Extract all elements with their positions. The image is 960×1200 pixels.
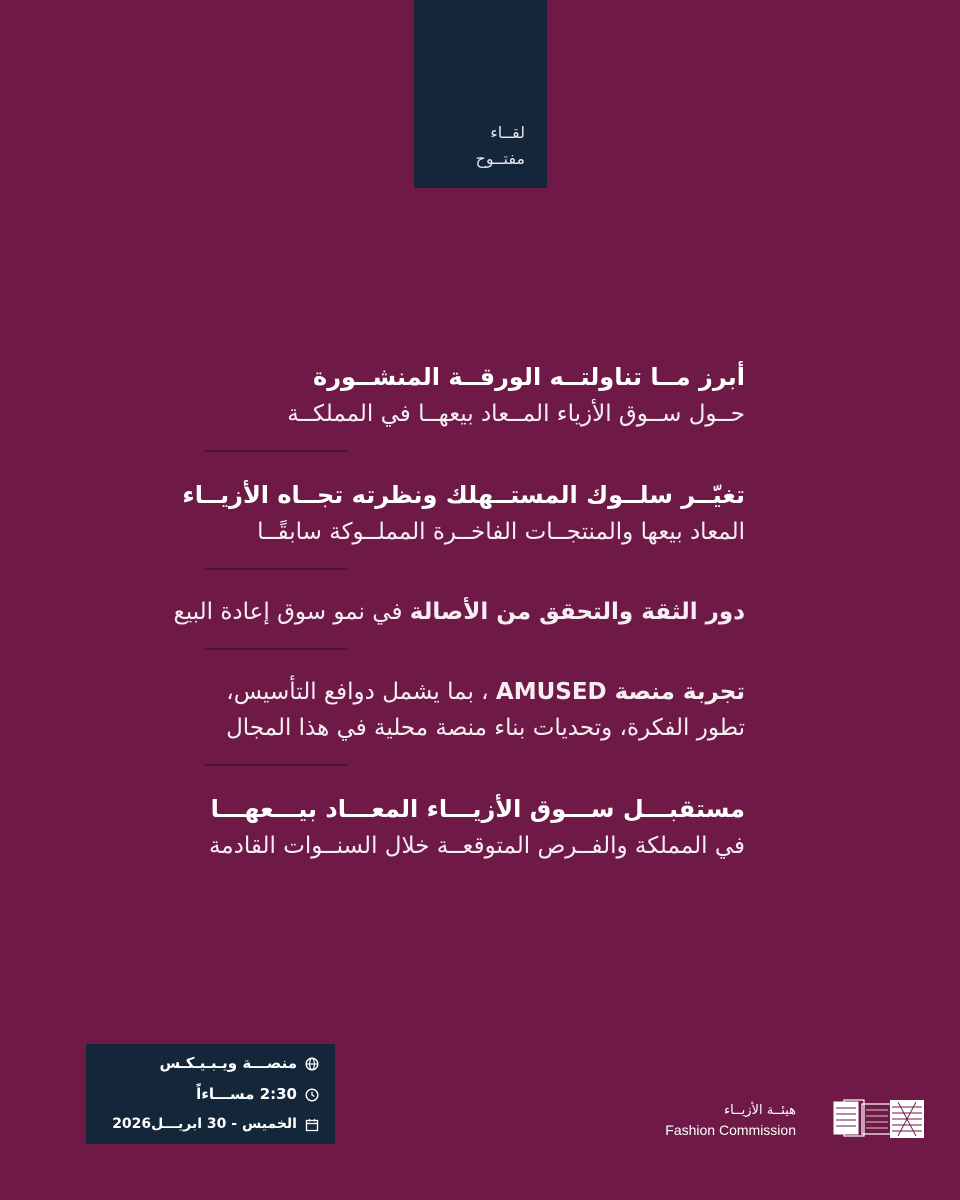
logo-english: Fashion Commission — [665, 1122, 796, 1138]
agenda-item — [205, 790, 745, 864]
clock-icon — [305, 1087, 319, 1101]
agenda-item-subtitle: تطور الفكرة، وتحديات بناء منصة محلية في هذا المجال — [226, 715, 745, 741]
logo-arabic: هيئــة الأزيــاء — [723, 1103, 796, 1118]
agenda-item-title: مستقبـــل ســـوق الأزيـــاء المعـــاد بيـــعهـــا — [210, 795, 745, 823]
agenda-item-title-bold: دور الثقة والتحقق من الأصالة — [409, 599, 745, 625]
logo-mark-icon — [832, 1098, 928, 1140]
fashion-commission-logo — [636, 1098, 928, 1144]
divider — [205, 568, 745, 570]
agenda-item-title-bold: تجربة منصة AMUSED — [495, 679, 745, 705]
divider — [205, 648, 745, 650]
agenda-item — [182, 476, 745, 550]
agenda-item-subtitle: حــول ســوق الأزياء المــعاد بيعهــا في المملكــة — [287, 401, 745, 427]
agenda-item-title-rest: في نمو سوق إعادة البيع — [173, 599, 403, 625]
logo-words — [636, 1102, 796, 1140]
divider — [205, 764, 745, 766]
agenda-item-subtitle: المعاد بيعها والمنتجــات الفاخــرة المملــوكة سابقًــا — [257, 519, 745, 545]
tag-text — [476, 120, 525, 172]
agenda-item-title — [205, 674, 745, 710]
agenda-item — [173, 594, 745, 630]
agenda-item — [205, 358, 745, 432]
open-session-tag — [414, 0, 547, 188]
tag-line-1: لقــاء — [490, 123, 525, 142]
agenda-item-title-rest: ، بما يشمل دوافع التأسيس، — [226, 679, 489, 705]
agenda-list — [173, 358, 745, 864]
date-text: الخميس - 30 ابريـــل2026 — [112, 1116, 297, 1132]
agenda-item-title: أبرز مــا تناولتــه الورقــة المنشــورة — [313, 363, 745, 391]
agenda-item-title — [173, 594, 745, 630]
time-row — [196, 1085, 319, 1103]
agenda-item-title: تغيّــر سلــوك المستــهلك ونظرته تجــاه الأزيــاء — [182, 481, 745, 509]
tag-line-2: مفتــوح — [475, 149, 525, 168]
globe-icon — [305, 1056, 319, 1070]
agenda-item — [205, 674, 745, 746]
date-row — [112, 1116, 319, 1132]
divider — [205, 450, 745, 452]
agenda-item-subtitle: في المملكة والفــرص المتوقعــة خلال السنــوات القادمة — [208, 833, 745, 859]
calendar-icon — [305, 1117, 319, 1131]
platform-row — [159, 1054, 319, 1072]
event-info-box — [86, 1044, 335, 1144]
platform-text: منصـــة ويـبـيـكـس — [159, 1054, 297, 1072]
time-text: 2:30 مســـاءاً — [196, 1085, 297, 1103]
